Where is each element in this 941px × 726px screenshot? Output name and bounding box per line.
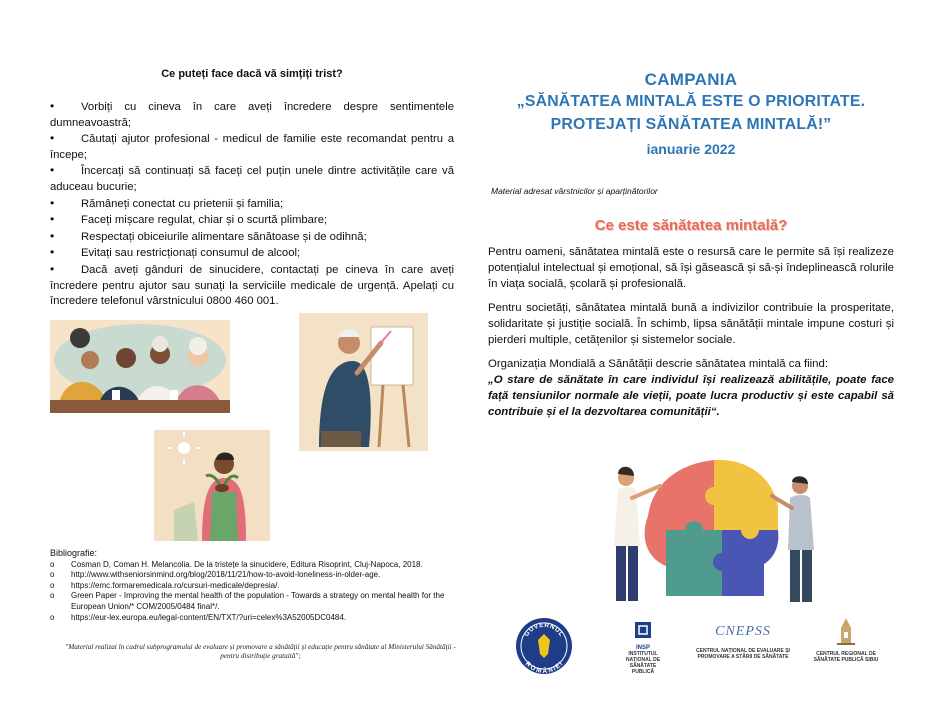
- campaign-slogan-line2: PROTEJAȚI SĂNĂTATEA MINTALĂ!”: [550, 116, 832, 133]
- tip-item: •Căutați ajutor profesional - medicul de familie este recomandat pentru a începe;: [50, 131, 454, 163]
- bibliography-item: o Green Paper - Improving the mental health of the population - Towards a strategy on mental health for the European Union/* COM/2005/0484 final*/.: [50, 591, 445, 611]
- campaign-date: ianuarie 2022: [646, 141, 736, 157]
- right-column: [488, 62, 894, 420]
- section-title: Ce este sănătatea mintală?: [594, 217, 788, 234]
- bibliography-item: o Cosman D, Coman H. Melancolia. De la tristețe la sinucidere, Editura Risoprint, Cluj-Napoca, 2018.: [50, 559, 423, 569]
- bibliography-list: [50, 560, 460, 624]
- bibliography-item: o http://www.withseniorsinmind.org/blog/2018/11/21/how-to-avoid-loneliness-in-older-age.: [50, 570, 381, 580]
- tip-item: •Faceți mișcare regulat, chiar și o scurtă plimbare;: [50, 212, 454, 229]
- list-marker-icon: o: [50, 580, 55, 590]
- audience-note: Material adresat vârstnicilor și aparținătorilor: [491, 186, 658, 196]
- insp-mark: INSP: [635, 645, 650, 651]
- campaign-slogan-line1: „SĂNĂTATEA MINTALĂ ESTE O PRIORITATE.: [516, 93, 866, 110]
- list-marker-icon: o: [50, 570, 55, 580]
- bullet-icon: [50, 212, 81, 229]
- bibliography-item: o https://emc.formaremedicala.ro/cursuri-medicale/depresia/.: [50, 580, 280, 590]
- tips-title: Ce puteți face dacă vă simțiți trist?: [161, 68, 343, 80]
- romanian-government-logo: [514, 616, 574, 676]
- list-marker-icon: o: [50, 559, 55, 569]
- cnepss-caption: CENTRUL NAȚIONAL DE EVALUARE ȘI PROMOVARE A STĂRII DE SĂNĂTATE: [696, 648, 790, 660]
- tip-item: •Încercați să continuați să faceți cel puțin unele dintre activitățile care vă aduceau bucurie;: [50, 163, 454, 195]
- paragraph: Organizația Mondială a Sănătății descrie sănătatea mintală ca fiind:: [488, 358, 829, 370]
- bullet-icon: [50, 262, 81, 279]
- puzzle-head-illustration: [596, 446, 836, 606]
- painter-illustration: [299, 313, 428, 451]
- crsp-caption: CENTRUL REGIONAL DE SĂNĂTATE PUBLICĂ SIBIU: [813, 651, 879, 663]
- gov-logo-bottom-text: ROMÂNIEI: [523, 660, 565, 676]
- tip-item: •Respectați obiceiurile alimentare sănătoase și de odihnă;: [50, 229, 454, 246]
- tip-item: •Vorbiți cu cineva în care aveți încredere despre sentimentele dumneavoastră;: [50, 99, 454, 131]
- bibliography-item: o https://eur-lex.europa.eu/legal-content/EN/TXT/?uri=celex%3A52005DC0484.: [50, 612, 347, 622]
- gardener-illustration: [154, 430, 270, 541]
- campaign-label: CAMPANIA: [644, 70, 738, 89]
- list-marker-icon: o: [50, 591, 55, 601]
- friends-illustration: [50, 320, 230, 413]
- crsp-sibiu-logo: [806, 616, 886, 680]
- insp-logo: [618, 620, 668, 680]
- list-marker-icon: o: [50, 612, 55, 622]
- bibliography-title: Bibliografie:: [50, 548, 98, 558]
- bullet-icon: [50, 196, 81, 213]
- paragraph: Pentru societăți, sănătatea mintală bună a indivizilor contribuie la prosperitate, solidaritate și justiție socială. În schimb, lipsa sănătății mintale impune costuri și pierderi multiple, cetățenilor și sistemelor sociale.: [488, 302, 894, 346]
- left-column: [50, 62, 454, 310]
- footer-note: "Material realizat în cadrul subprogramului de evaluare și promovare a sănătății și educație pentru sănătate al Ministerului Sănătății - pentru distribuție gratuită";: [65, 643, 456, 660]
- bullet-icon: [50, 131, 81, 148]
- tip-item: •Dacă aveți gânduri de sinucidere, contactați pe cineva în care aveți încredere pentru ajutor sau sunați la serviciile medicale de urgență. Apelați cu încredere telefonul vârstnicului 0800 460 001.: [50, 262, 454, 310]
- bullet-icon: [50, 245, 81, 262]
- insp-emblem-icon: [632, 620, 654, 644]
- paragraph: Pentru oameni, sănătatea mintală este o resursă care le permite să își realizeze potențialul intelectual și emoțional, să își găsească și să-și îndeplinească rolurile în viața socială, școlară și profesională.: [488, 246, 894, 290]
- tip-item: •Evitați sau restricționați consumul de alcool;: [50, 245, 454, 262]
- gov-logo-top-text: GUVERNUL: [523, 621, 565, 639]
- cnepss-mark: CNEPSS: [715, 624, 771, 639]
- bullet-icon: [50, 229, 81, 246]
- tips-list: [50, 99, 454, 310]
- partner-logos: [488, 612, 888, 692]
- campaign-header: [488, 70, 894, 157]
- bullet-icon: [50, 163, 81, 180]
- bibliography: [50, 548, 460, 623]
- cnepss-logo: [693, 620, 793, 680]
- insp-caption: INSTITUTUL NAȚIONAL DE SĂNĂTATE PUBLICĂ: [625, 651, 661, 675]
- who-quote: „O stare de sănătate în care individul își realizează abilitățile, poate face față tensiunilor normale ale vieții, poate lucra productiv și este capabil să contribuie și el la dezvoltarea comunității“.: [488, 374, 894, 418]
- bullet-icon: [50, 99, 81, 116]
- tip-item: •Rămâneți conectat cu prietenii și familia;: [50, 196, 454, 213]
- crsp-tower-icon: [833, 616, 859, 646]
